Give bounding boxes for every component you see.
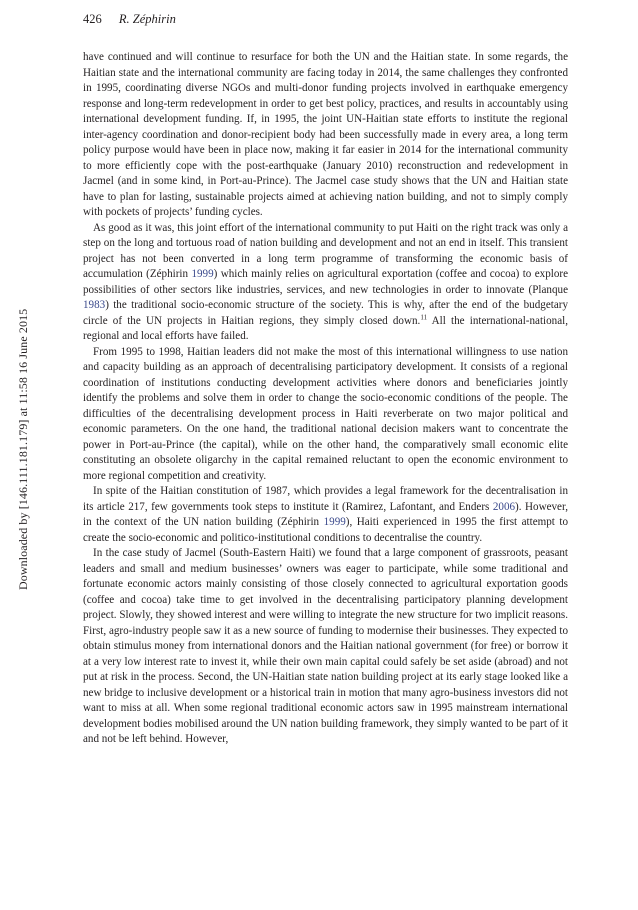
paragraph-5: In the case study of Jacmel (South-Eastern Haiti) we found that a large component of grassroots, peasant leaders and small and medium businesses’ owners was eager to participate, while some traditional and fortunate economic actors mainly consisting of those closely connected to agricultural exportation goods (coffee and cocoa) take time to get involved in the decentralising participatory planning development project. Slowly, they showed interest and were willing to integrate the new structure for two implicit reasons. First, agro-industry people saw it as a new source of funding to modernise their businesses. They expected to obtain stimulus money from international donors and the Haitian national government (for free) or borrow it at a very low interest rate to invest it, while their own main capital could safely be set aside (abroad) and not put at risk in the process. Second, the UN-Haitian state nation building project at its early stage looked like a new bridge to inclusive development or a historical train in motion that many agro-business investors did not want to miss at all. When some regional traditional economic actors saw in 1995 mainstream international development bodies mobilised around the UN nation building framework, they simply wanted to be part of it and not be left behind. However,	[83, 547, 568, 745]
paragraph-4-part-2: ). However, in the context of the UN nation building (Zéphirin	[83, 500, 568, 528]
article-body	[83, 50, 568, 748]
running-header	[83, 12, 176, 27]
paragraph-2-part-4: All the international-national, regional and local efforts have failed.	[83, 314, 568, 342]
citation-link-ramirez-2006[interactable]: 2006	[492, 500, 516, 513]
paragraph-2-part-3: ) the traditional socio-economic structure of the society. This is why, after the end of the budgetary circle of the UN projects in Haitian regions, they simply closed down.	[83, 299, 568, 327]
paragraph-2-part-2: ) which mainly relies on agricultural exportation (coffee and cocoa) to explore possibilities of other sectors like industries, services, and new technologies in order to innovate (Planque	[83, 268, 568, 296]
paragraph-1: have continued and will continue to resurface for both the UN and the Haitian state. In some regards, the Haitian state and the international community are facing today in 2014, the same challenges they confronted in 1995, coordinating diverse NGOs and multi-donor funding projects involved in earthquake emergency response and long-term redevelopment in order to get best policy, practices, and results in accountably using international development funding. If, in 1995, the joint UN-Haitian state efforts to institute the regional inter-agency coordination and donor-recipient body had been successfully made in every area, a long term policy purpose would have been in place now, making it far easier in 2014 for the international community to more efficiently cope with the post-earthquake (January 2010) reconstruction and redevelopment in Jacmel (and in some kind, in Port-au-Prince). The Jacmel case study shows that the UN and Haitian state have to plan for lasting, sustainable projects aimed at achieving nation building, and not to simply comply with pockets of projects’ funding cycles.	[83, 51, 568, 218]
citation-link-zephirin-1999-b[interactable]: 1999	[323, 516, 346, 528]
paragraph-2-part-1: As good as it was, this joint effort of the international community to put Haiti on the right track was only a step on the long and tortuous road of nation building and development and not an end in itself. This transient project has not been converted in a long term programme of transforming the economic basis of accumulation (Zéphirin	[83, 221, 568, 280]
paragraph-4-part-1: In spite of the Haitian constitution of 1987, which provides a legal framework for the decentralisation in its article 217, few governments took steps to institute it (Ramirez, Lafontant, and Enders	[83, 485, 568, 513]
paragraph-4-part-3: ), Haiti experienced in 1995 the first attempt to create the socio-economic and politico-institutional conditions to decentralise the country.	[83, 516, 569, 544]
paragraph-2	[83, 221, 568, 345]
paragraph-4	[83, 484, 568, 546]
footnote-marker-11[interactable]: 11	[420, 312, 428, 321]
citation-link-planque-1983[interactable]: 1983	[83, 299, 106, 311]
citation-link-zephirin-1999[interactable]: 1999	[191, 268, 214, 280]
running-author: R. Zéphirin	[118, 12, 176, 26]
page-number: 426	[83, 12, 102, 26]
paragraph-3: From 1995 to 1998, Haitian leaders did not make the most of this international willingness to use nation and capacity building as an approach of decentralising participatory development. It consists of a regional coordination of institutions conducting development activities where donors and beneficiaries jointly identify the problems and solve them in order to change the socio-economic conditions of the people. The difficulties of the decentralising development process in Haiti reverberate on two major political and economic parameters. On the one hand, the traditional national decision makers want to concentrate the power in Port-au-Prince (the capital), while on the other hand, the comparatively small economic elite constituting an obsolete oligarchy in the capital remained reluctant to open the economic environment to more regional competition and creativity.	[83, 345, 568, 482]
download-watermark: Downloaded by [146.111.181.179] at 11:58 16 June 2015	[16, 308, 30, 590]
